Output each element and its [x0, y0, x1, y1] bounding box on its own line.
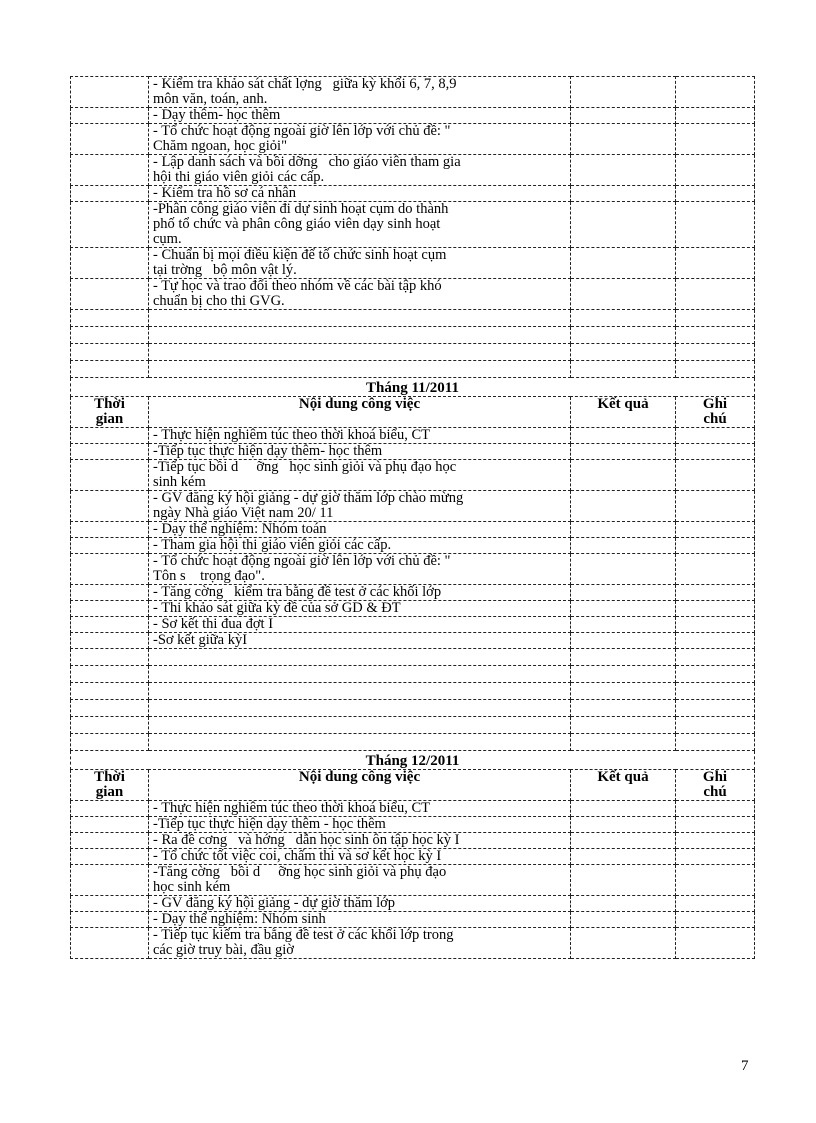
time-cell [71, 585, 149, 601]
table-row [71, 522, 755, 538]
table-row [71, 491, 755, 522]
task-cell: - GV đăng ký hội giảng - dự giờ thăm lớp chào mừng ngày Nhà giáo Việt nam 20/ 11 [149, 491, 571, 522]
table-row [71, 700, 755, 717]
table-row [71, 554, 755, 585]
time-cell [71, 896, 149, 912]
time-cell [71, 865, 149, 896]
time-cell [71, 124, 149, 155]
time-cell [71, 649, 149, 666]
result-cell [571, 865, 676, 896]
task-cell: - Sơ kết thi đua đợt I [149, 617, 571, 633]
result-cell [571, 700, 676, 717]
table-row [71, 717, 755, 734]
task-cell: - Dạy thể nghiệm: Nhóm sinh [149, 912, 571, 928]
time-cell [71, 817, 149, 833]
result-cell [571, 344, 676, 361]
note-cell [676, 460, 755, 491]
table-row [71, 683, 755, 700]
task-cell [149, 700, 571, 717]
note-cell [676, 77, 755, 108]
table-row [71, 186, 755, 202]
table-row [71, 344, 755, 361]
result-cell [571, 124, 676, 155]
task-cell: -Tiếp tục thực hiện dạy thêm - học thêm [149, 817, 571, 833]
table-row [71, 865, 755, 896]
note-cell [676, 428, 755, 444]
table-row [71, 248, 755, 279]
table-row [71, 310, 755, 327]
time-cell [71, 717, 149, 734]
time-cell [71, 601, 149, 617]
note-cell [676, 186, 755, 202]
note-cell [676, 734, 755, 751]
result-cell [571, 666, 676, 683]
result-cell [571, 444, 676, 460]
result-cell [571, 155, 676, 186]
table-row [71, 601, 755, 617]
header-time: Thời gian [71, 770, 149, 801]
time-cell [71, 327, 149, 344]
note-cell [676, 344, 755, 361]
task-cell: - Tổ chức hoạt động ngoài giờ lên lớp với chủ đề: " Tôn s trọng đạo". [149, 554, 571, 585]
header-note: Ghi chú [676, 770, 755, 801]
result-cell [571, 522, 676, 538]
task-cell: - GV đăng ký hội giảng - dự giờ thăm lớp [149, 896, 571, 912]
result-cell [571, 928, 676, 959]
time-cell [71, 108, 149, 124]
task-cell: - Tăng cờng kiểm tra bằng đề test ở các khối lớp [149, 585, 571, 601]
note-cell [676, 849, 755, 865]
task-cell: - Kiểm tra khảo sát chất lợng giữa kỳ khối 6, 7, 8,9 môn văn, toán, anh. [149, 77, 571, 108]
table-row [71, 279, 755, 310]
time-cell [71, 666, 149, 683]
time-cell [71, 491, 149, 522]
time-cell [71, 633, 149, 649]
note-cell [676, 554, 755, 585]
table-row [71, 460, 755, 491]
task-cell [149, 649, 571, 666]
result-cell [571, 734, 676, 751]
result-cell [571, 617, 676, 633]
time-cell [71, 310, 149, 327]
result-cell [571, 460, 676, 491]
time-cell [71, 279, 149, 310]
table-row [71, 77, 755, 108]
note-cell [676, 896, 755, 912]
note-cell [676, 700, 755, 717]
note-cell [676, 310, 755, 327]
task-cell: - Kiểm tra hồ sơ cá nhân [149, 186, 571, 202]
note-cell [676, 666, 755, 683]
month-title: Tháng 11/2011 [71, 378, 755, 397]
task-cell: - Dạy thể nghiệm: Nhóm toán [149, 522, 571, 538]
result-cell [571, 649, 676, 666]
result-cell [571, 428, 676, 444]
result-cell [571, 633, 676, 649]
task-cell: - Tiếp tục kiểm tra bằng đề test ở các khối lớp trong các giờ truy bài, đầu giờ [149, 928, 571, 959]
note-cell [676, 617, 755, 633]
result-cell [571, 327, 676, 344]
note-cell [676, 444, 755, 460]
note-cell [676, 717, 755, 734]
task-cell: - Tự học và trao đổi theo nhóm về các bài tập khó chuẩn bị cho thi GVG. [149, 279, 571, 310]
task-cell [149, 734, 571, 751]
time-cell [71, 683, 149, 700]
table-row [71, 428, 755, 444]
table-row [71, 108, 755, 124]
table-row [71, 928, 755, 959]
table-row [71, 849, 755, 865]
note-cell [676, 801, 755, 817]
task-cell [149, 327, 571, 344]
time-cell [71, 700, 149, 717]
document-page [70, 76, 754, 959]
result-cell [571, 77, 676, 108]
result-cell [571, 361, 676, 378]
work-plan-table [70, 76, 755, 959]
task-cell: -Tăng cờng bồi d ỡng học sinh giỏi và phụ đạo học sinh kém [149, 865, 571, 896]
note-cell [676, 491, 755, 522]
time-cell [71, 554, 149, 585]
time-cell [71, 538, 149, 554]
header-result: Kết quả [571, 397, 676, 428]
task-cell [149, 683, 571, 700]
month-heading-row [71, 378, 755, 397]
task-cell: - Chuẩn bị mọi điều kiện để tổ chức sinh hoạt cụm tại trờng bộ môn vật lý. [149, 248, 571, 279]
table-row [71, 155, 755, 186]
table-row [71, 202, 755, 248]
task-cell: - Thực hiện nghiêm túc theo thời khoá biểu, CT [149, 801, 571, 817]
note-cell [676, 108, 755, 124]
result-cell [571, 896, 676, 912]
result-cell [571, 310, 676, 327]
time-cell [71, 428, 149, 444]
time-cell [71, 833, 149, 849]
note-cell [676, 928, 755, 959]
result-cell [571, 601, 676, 617]
note-cell [676, 585, 755, 601]
header-time: Thời gian [71, 397, 149, 428]
result-cell [571, 186, 676, 202]
task-cell: - Lập danh sách và bồi dỡng cho giáo viên tham gia hội thi giáo viên giỏi các cấp. [149, 155, 571, 186]
table-row [71, 896, 755, 912]
header-content: Nội dung công việc [149, 397, 571, 428]
task-cell: -Phân công giáo viên đi dự sinh hoạt cụm do thành phố tổ chức và phân công giáo viên dạy sinh hoạt cụm. [149, 202, 571, 248]
result-cell [571, 849, 676, 865]
time-cell [71, 202, 149, 248]
time-cell [71, 928, 149, 959]
time-cell [71, 77, 149, 108]
time-cell [71, 155, 149, 186]
table-row [71, 633, 755, 649]
table-row [71, 585, 755, 601]
task-cell: - Tổ chức tốt việc coi, chấm thi và sơ kết học kỳ I [149, 849, 571, 865]
header-content: Nội dung công việc [149, 770, 571, 801]
note-cell [676, 124, 755, 155]
result-cell [571, 554, 676, 585]
note-cell [676, 601, 755, 617]
table-row [71, 538, 755, 554]
task-cell: -Tiếp tục thực hiện dạy thêm- học thêm [149, 444, 571, 460]
table-row [71, 912, 755, 928]
note-cell [676, 279, 755, 310]
result-cell [571, 538, 676, 554]
note-cell [676, 522, 755, 538]
table-row [71, 734, 755, 751]
note-cell [676, 649, 755, 666]
task-cell [149, 717, 571, 734]
time-cell [71, 248, 149, 279]
note-cell [676, 202, 755, 248]
column-header-row [71, 397, 755, 428]
time-cell [71, 801, 149, 817]
time-cell [71, 617, 149, 633]
result-cell [571, 801, 676, 817]
task-cell [149, 361, 571, 378]
note-cell [676, 327, 755, 344]
task-cell: - Thực hiện nghiêm túc theo thời khoá biểu, CT [149, 428, 571, 444]
note-cell [676, 361, 755, 378]
month-heading-row [71, 751, 755, 770]
task-cell: - Thi khảo sát giữa kỳ đề của sở GD & ĐT [149, 601, 571, 617]
task-cell [149, 310, 571, 327]
result-cell [571, 202, 676, 248]
note-cell [676, 683, 755, 700]
header-note: Ghi chú [676, 397, 755, 428]
time-cell [71, 361, 149, 378]
task-cell: - Tham gia hội thi giáo viên giỏi các cấp. [149, 538, 571, 554]
time-cell [71, 734, 149, 751]
time-cell [71, 522, 149, 538]
result-cell [571, 912, 676, 928]
month-title: Tháng 12/2011 [71, 751, 755, 770]
task-cell [149, 344, 571, 361]
result-cell [571, 585, 676, 601]
table-row [71, 617, 755, 633]
time-cell [71, 444, 149, 460]
table-row [71, 361, 755, 378]
time-cell [71, 186, 149, 202]
task-cell: -Tiếp tục bồi d ỡng học sinh giỏi và phụ đạo học sinh kém [149, 460, 571, 491]
task-cell: - Ra đề cơng và hớng dẫn học sinh ôn tập học kỳ I [149, 833, 571, 849]
column-header-row [71, 770, 755, 801]
table-row [71, 833, 755, 849]
table-row [71, 124, 755, 155]
header-result: Kết quả [571, 770, 676, 801]
page-number: 7 [741, 1058, 749, 1074]
note-cell [676, 817, 755, 833]
result-cell [571, 833, 676, 849]
table-row [71, 801, 755, 817]
result-cell [571, 108, 676, 124]
time-cell [71, 912, 149, 928]
time-cell [71, 849, 149, 865]
note-cell [676, 155, 755, 186]
note-cell [676, 248, 755, 279]
result-cell [571, 491, 676, 522]
note-cell [676, 633, 755, 649]
note-cell [676, 538, 755, 554]
table-row [71, 649, 755, 666]
time-cell [71, 460, 149, 491]
task-cell: - Dạy thêm- học thêm [149, 108, 571, 124]
table-row [71, 666, 755, 683]
note-cell [676, 833, 755, 849]
result-cell [571, 717, 676, 734]
table-row [71, 817, 755, 833]
time-cell [71, 344, 149, 361]
result-cell [571, 683, 676, 700]
task-cell: -Sơ kết giữa kỳI [149, 633, 571, 649]
result-cell [571, 248, 676, 279]
table-row [71, 327, 755, 344]
note-cell [676, 865, 755, 896]
table-row [71, 444, 755, 460]
task-cell: - Tổ chức hoạt động ngoài giờ lên lớp với chủ đề: " Chăm ngoan, học giỏi" [149, 124, 571, 155]
result-cell [571, 817, 676, 833]
note-cell [676, 912, 755, 928]
result-cell [571, 279, 676, 310]
task-cell [149, 666, 571, 683]
